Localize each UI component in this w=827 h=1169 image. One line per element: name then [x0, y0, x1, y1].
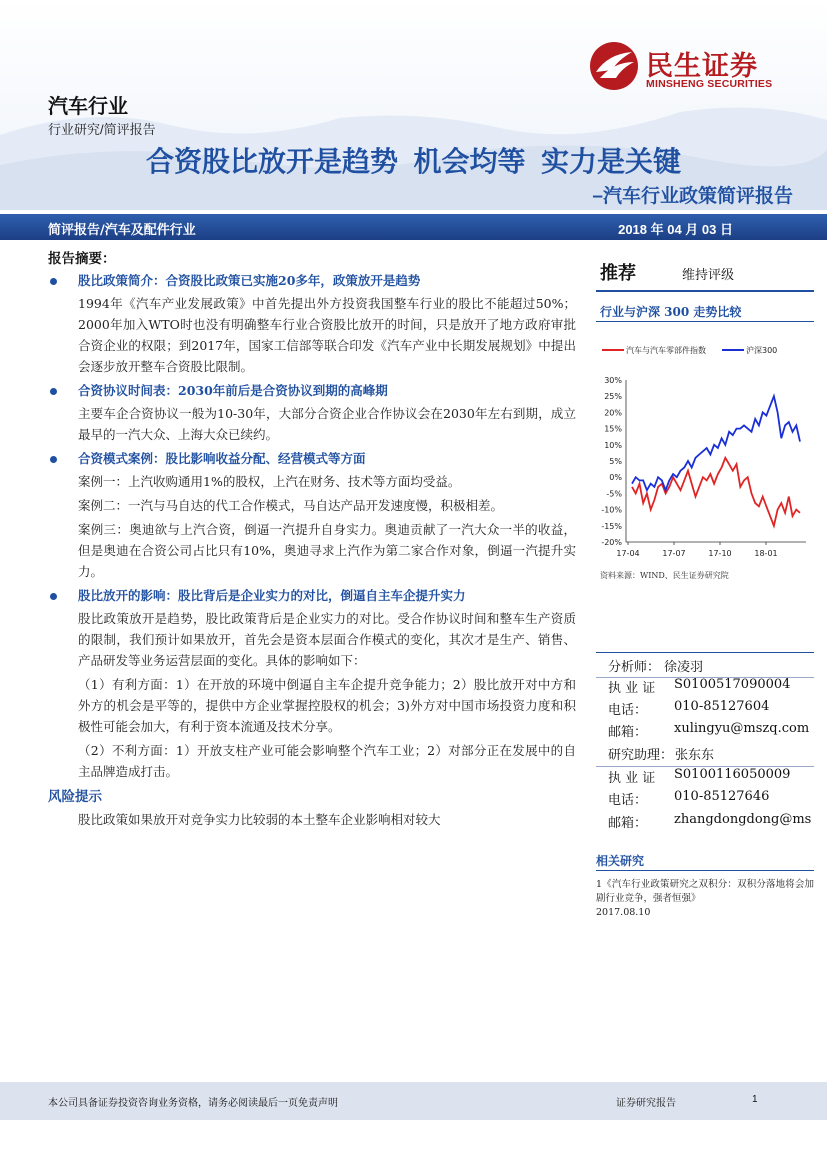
risk-paragraph: 股比政策如果放开对竞争实力比较弱的本土整车企业影响相对较大 [78, 812, 441, 827]
analyst-cert: S0100517090004 [674, 677, 791, 692]
brand-name-en: MINSHENG SECURITIES [646, 78, 773, 90]
section-paragraph: （1）有利方面：1）在开放的环境中倒逼自主车企提升竞争能力；2）股比放开对中方和外方的机会是平等的，提供中方企业掌握控股权的机会；3)外方对中国市场投资力度和积极性可能会加大，有利于资本流通及技术分享。 [78, 677, 576, 734]
series-line [632, 396, 800, 490]
chart-source: 资料来源：WIND、民生证券研究院 [600, 571, 729, 580]
related-research-item[interactable]: 1《汽车行业政策研究之双积分：双积分落地将会加剧行业竞争，强者恒强》 2017.08.10 [596, 879, 814, 918]
legend-label: 沪深300 [746, 346, 778, 355]
rating-value: 推荐 [600, 263, 636, 283]
rating-note: 维持评级 [682, 267, 735, 282]
section-heading: 股比政策简介：合资股比政策已实施20多年，政策放开是趋势 [48, 270, 576, 292]
analyst-phone: 010-85127604 [674, 699, 770, 714]
assistant-cert-row: 执 业 证 S0100116050009 [608, 767, 791, 786]
x-tick-label: 18-01 [754, 549, 778, 558]
trend-chart [596, 332, 814, 564]
bullet-icon [50, 593, 57, 600]
page-title: 合资股比放开是趋势 机会均等 实力是关键 [145, 146, 682, 177]
page-subtitle: –汽车行业政策简评报告 [592, 186, 793, 207]
section-paragraph: 案例二：一汽与马自达的代工合作模式，马自达产品开发速度慢，积极相差。 [78, 498, 504, 513]
assistant-cert: S0100116050009 [674, 767, 791, 782]
y-tick-label: 25% [604, 392, 622, 402]
footer-disclaimer: 本公司具备证券投资咨询业务资格，请务必阅读最后一页免责声明 [48, 1098, 338, 1109]
x-tick-label: 17-07 [662, 549, 686, 558]
summary-column [48, 248, 576, 833]
y-tick-label: 30% [604, 376, 622, 385]
analyst-cert-row: 执 业 证 S0100517090004 [608, 677, 791, 696]
y-tick-label: -5% [606, 489, 622, 499]
y-tick-label: 15% [604, 424, 622, 434]
industry-title: 汽车行业 [48, 96, 128, 118]
report-date: 2018 年 04 月 03 日 [618, 222, 733, 237]
section-paragraph: 股比政策放开是趋势，股比政策背后是企业实力的对比。受合作协议时间和整车生产资质的限制，我们预计如果放开，首先会是资本层面合作模式的变化，其次才是生产、销售、产品研发等业务运营层面的变化。具体的影响如下： [78, 611, 576, 668]
assistant-phone: 010-85127646 [674, 789, 770, 804]
report-type: 行业研究/简评报告 [48, 122, 156, 137]
y-tick-label: -10% [601, 505, 622, 515]
y-tick-label: 20% [604, 408, 622, 418]
category-label: 简评报告/汽车及配件行业 [48, 223, 196, 238]
divider [596, 652, 814, 653]
assistant-email[interactable]: zhangdongdong@ms [674, 812, 812, 827]
assistant-row: 研究助理： 张东东 [608, 748, 715, 763]
divider [596, 290, 814, 292]
assistant-name: 张东东 [675, 748, 715, 763]
y-tick-label: -15% [601, 521, 622, 531]
page-number: 1 [752, 1094, 758, 1105]
summary-section [48, 270, 576, 377]
divider [596, 321, 814, 322]
minsheng-logo-icon [588, 40, 640, 92]
assistant-phone-row: 电话： 010-85127646 [608, 789, 770, 808]
analyst-name: 徐凌羽 [664, 660, 704, 675]
analyst-phone-row: 电话： 010-85127604 [608, 699, 770, 718]
section-paragraph: 1994年《汽车产业发展政策》中首先提出外方投资我国整车行业的股比不能超过50%；2000年加入WTO时也没有明确整车行业合资股比放开的时间，只是放开了地方政府审批合资企业的权限；到2017年，国家工信部等联合印发《汽车产业中长期发展规划》中提出会逐步放开整车合资股比限制。 [78, 296, 576, 374]
bullet-icon [50, 278, 57, 285]
related-research-date: 2017.08.10 [596, 907, 651, 918]
related-research-title: 相关研究 [596, 854, 645, 868]
section-heading: 股比放开的影响：股比背后是企业实力的对比，倒逼自主车企提升实力 [48, 585, 576, 607]
analyst-row: 分析师： 徐凌羽 [608, 660, 704, 675]
section-paragraph: 案例一：上汽收购通用1%的股权，上汽在财务、技术等方面均受益。 [78, 474, 461, 489]
risk-heading: 风险提示 [48, 789, 102, 805]
series-line [632, 458, 800, 526]
legend-label: 汽车与汽车零部件指数 [626, 346, 706, 355]
analyst-email-row: 邮箱： xulingyu@mszq.com [608, 721, 810, 740]
summary-section [48, 380, 576, 445]
divider [596, 870, 814, 871]
summary-heading: 报告摘要： [48, 251, 116, 267]
bullet-icon [50, 388, 57, 395]
chart-title: 行业与沪深 300 走势比较 [600, 305, 742, 319]
y-tick-label: 5% [609, 457, 622, 466]
section-heading: 合资模式案例：股比影响收益分配、经营模式等方面 [48, 448, 576, 470]
y-tick-label: -20% [601, 538, 622, 547]
section-paragraph: 主要车企合资协议一般为10-30年，大部分合资企业合作协议会在2030年左右到期，成立最早的一汽大众、上海大众已续约。 [78, 406, 576, 442]
analyst-email[interactable]: xulingyu@mszq.com [674, 721, 810, 736]
assistant-email-row: 邮箱： zhangdongdong@ms [608, 812, 812, 831]
bullet-icon [50, 456, 57, 463]
x-tick-label: 17-04 [616, 549, 640, 558]
footer-doc-type: 证券研究报告 [616, 1098, 676, 1109]
summary-section [48, 448, 576, 582]
y-tick-label: 0% [609, 473, 622, 483]
section-paragraph: 案例三：奥迪欲与上汽合资，倒逼一汽提升自身实力。奥迪贡献了一汽大众一半的收益，但是奥迪在合资公司占比只有10%，奥迪寻求上汽作为第二家合作对象，倒逼一汽提升实力。 [78, 522, 576, 579]
brand-name-cn: 民生证券 [646, 51, 758, 81]
section-heading: 合资协议时间表：2030年前后是合资协议到期的高峰期 [48, 380, 576, 402]
x-tick-label: 17-10 [708, 549, 732, 558]
y-tick-label: 10% [604, 440, 622, 450]
section-paragraph: （2）不利方面：1）开放支柱产业可能会影响整个汽车工业；2）对部分正在发展中的自主品牌造成打击。 [78, 743, 576, 779]
summary-section [48, 585, 576, 782]
